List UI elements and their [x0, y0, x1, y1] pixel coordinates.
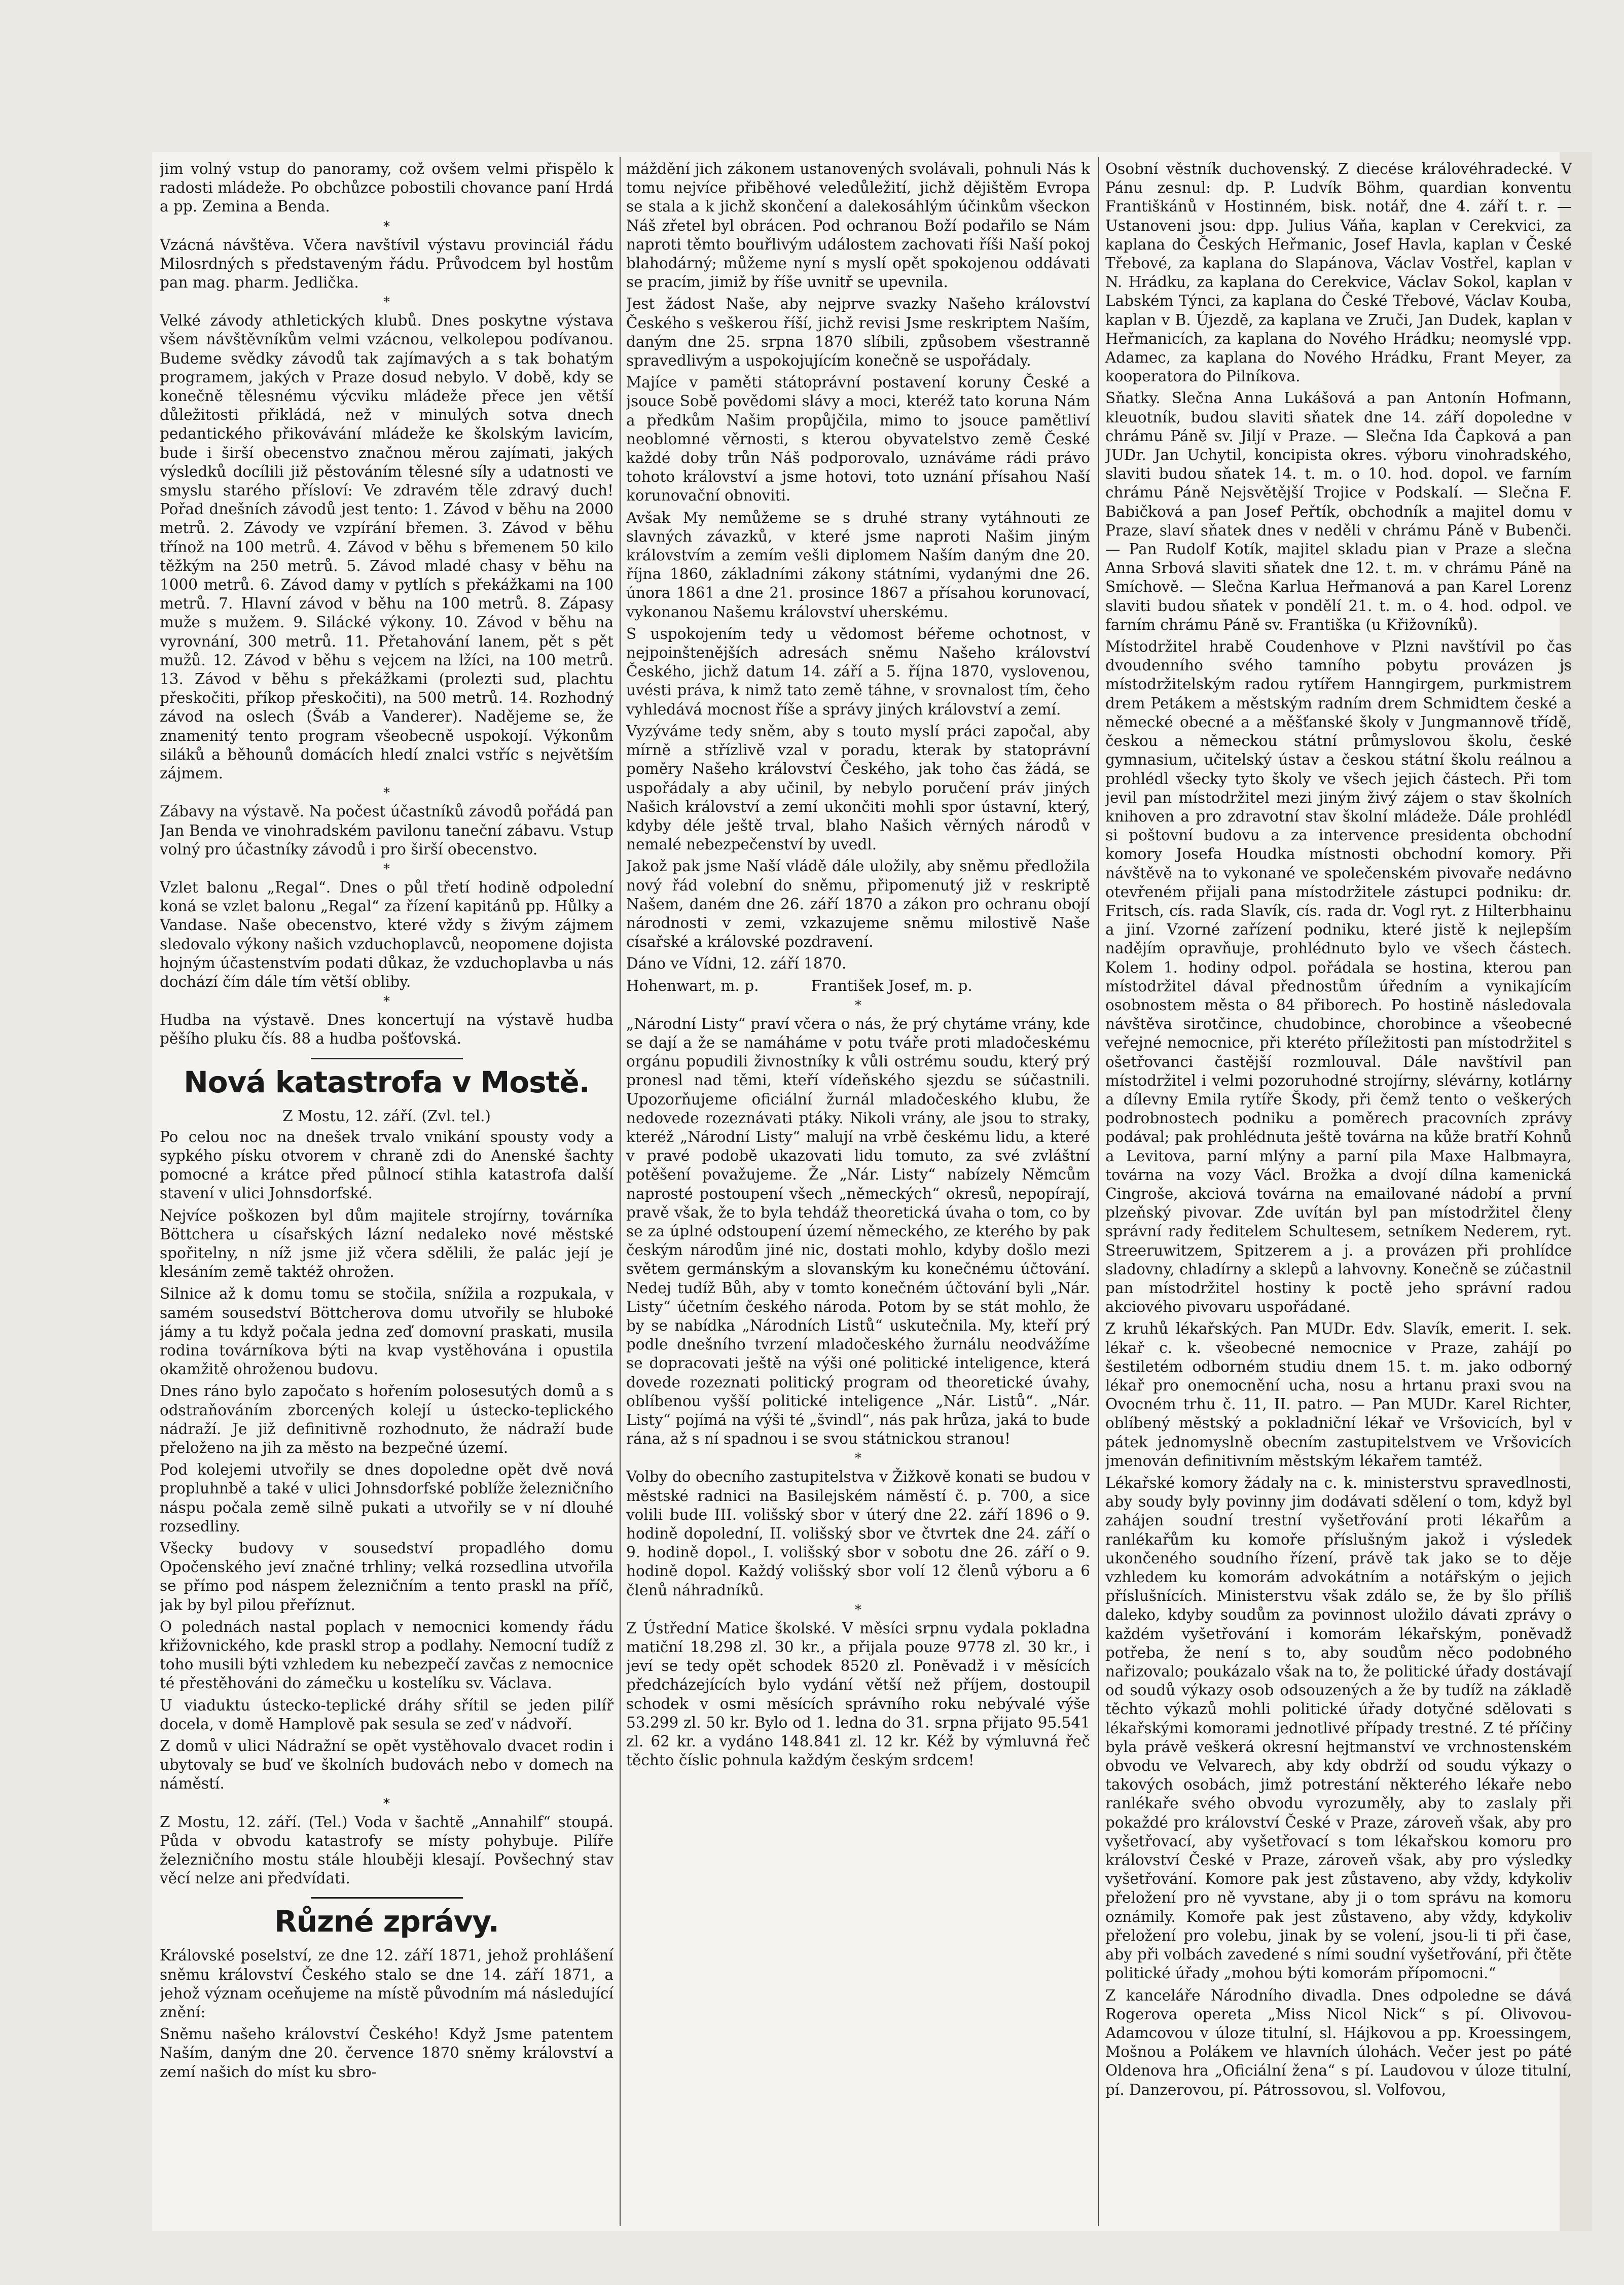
column-right: [1105, 160, 1572, 2224]
paragraph: máždění jich zákonem ustanovených svolávali, pohnuli Nás k tomu nejvíce přiběhové veledůležití, jichž dějištěm Evropa se stala a k jichž skončení a dalekosáhlým účinkům všeckon Náš zřetel byl obrácen. Pod ochranou Boží podařilo se Nám naproti těmto bouřlivým událostem zachovati říši Naší pokoj blahodárný; můžeme nyní s myslí opět spokojenou oddávati se pracím, jimiž by říše uvnitř se upevnila.: [626, 160, 1090, 291]
paragraph: Všecky budovy v sousedství propadlého domu Opočenského jeví značné trhliny; velká rozsedlina utvořila se přímo pod náspem železničním a tento praskl na příč, jak by byl pilou přeříznut.: [160, 1540, 613, 1614]
paragraph: Silnice až k domu tomu se stočila, snížila a rozpukala, v samém sousedství Böttcherova domu utvořily se hluboké jámy a tu když počala jedna zeď domovní praskati, musila rodina továrníkova býti na kvap vystěhována i opustila okamžitě ohroženou budovu.: [160, 1285, 613, 1378]
paragraph: Z kanceláře Národního divadla. Dnes odpoledne se dává Rogerova opereta „Miss Nicol Nick“ s pí. Olivovou-Adamcovou v úloze titulní, sl. Hájkovou a pp. Kroessingem, Mošnou a Polákem ve hlavních úlohách. Večer jest po páté Oldenova hra „Oficiální žena“ s pí. Laudovou v úloze titulní, pí. Danzerovou, pí. Pátrossovou, sl. Volfovou,: [1105, 1986, 1572, 2098]
paragraph: Vyzýváme tedy sněm, aby s touto myslí práci započal, aby mírně a střízlivě vzal v poradu, kterak by statoprávní poměry Našeho království Českého, jak toho čas žádá, se uspořádaly a aby učinil, by nebylo poručení práv jiných Našich království a zemí ukončiti mohli spor ústavní, který, kdyby déle ještě trval, blaho Našich věrných národů v nemalé nebezpečenství by uvedl.: [626, 722, 1090, 853]
paragraph: U viaduktu ústecko-teplické dráhy sřítil se jeden pilíř docela, v domě Hamplově pak sesula se zeď v nádvoří.: [160, 1696, 613, 1733]
newspaper-page: [152, 152, 1592, 2231]
paragraph: Z domů v ulici Nádražní se opět vystěhovalo dvacet rodin i ubytovaly se buď ve školních budovách nebo v domech na náměstí.: [160, 1737, 613, 1793]
dateline: Z Mostu, 12. září. (Zvl. tel.): [282, 1107, 491, 1125]
paragraph: Lékařské komory žádaly na c. k. ministerstvu spravedlnosti, aby soudy byly povinny jim dodávati sdělení o tom, když byl zahájen soudní trestní vyšetřování proti lékařům a ranlékařům ku komoře příslušným jakož i výsledek ukončeného soudního řízení, právě tak jako se to děje vzhledem ku komorám advokátním a notářským o jejich příslušnících. Ministerstvu však zdálo se, že by šlo příliš daleko, kdyby soudům za povinnost uložilo dávati zprávy o každém vyšetřování i komorám lékařským, poněvadž potřeba, že není s to, aby soudům něco podobného nařizovalo; poukázalo však na to, že politické úřady dostávají od soudů výkazy osob odsouzených a že by tudíž na základě těchto výkazů mohli politické úřady dotyčné sdělovati s lékařskými komorami jednotlivé případy trestné. Z té příčiny byla právě veškerá okresní hejtmanství ve vrchnostenském obvodu ve Velvarech, aby kdy obdrží od soudu výkazy o takových osobách, jimž potrestání některého lékaře nebo ranlékaře svého obvodu vyrozuměly, aby to zaslaly při pokaždé pro království České v Praze, zároveň však, aby pro vyšetřovací, aby vyšetřovací s tom lékařskou komoru pro království České v Praze, zároveň však, aby pro výsledky vyšetřování. Komore pak jest zůstaveno, aby vždy, kdykoliv přeložení pro ně vyvstane, aby ji o tom správu na komoru oznámily. Komoře pak jest zůstaveno, aby vždy, kdykoliv přeložení pro volebu, jinak by se volení, jsou-li ti při čase, aby při volbách zavedené s ními soudní vyšetřování, při čtěte politické úřady „mohou býti komorám přípomocni.“: [1105, 1474, 1572, 1982]
headline: Nová katastrofa v Mostě.: [184, 1064, 590, 1099]
paragraph: Dáno ve Vídni, 12. září 1870.: [626, 955, 847, 973]
separator-star: *: [383, 786, 390, 801]
section-divider: [311, 1897, 463, 1899]
separator-star: *: [383, 1796, 390, 1811]
paragraph: S uspokojením tedy u vědomost béřeme ochotnost, v nejpoinštenějších adresách sněmu Našeho království Českého, jichž datum 14. září a 5. října 1870, vyslovenou, uvésti práva, k nimž tato země táhne, v srovnalost tím, čeho vyhledává mocnost říše a správy jiných království a zemí.: [626, 625, 1090, 718]
paragraph: jim volný vstup do panoramy, což ovšem velmi přispělo k radosti mládeže. Po obchůzce pobostili chovance paní Hrdá a pp. Zemina a Benda.: [160, 160, 613, 216]
paragraph: Jakož pak jsme Naší vládě dále uložily, aby sněmu předložila nový řád volební do sněmu, připomenutý již v reskriptě Našem, daném dne 26. září 1870 a zákon pro ochranu obojí národnosti v zemi, vzkazujeme sněmu milostivě Naše císařské a královské pozdravení.: [626, 858, 1090, 951]
paragraph: Vzlet balonu „Regal“. Dnes o půl třetí hodině odpolední koná se vzlet balonu „Regal“ za řízení kapitánů pp. Hůlky a Vandase. Naše obecenstvo, které vždy s živým zájmem sledovalo výkony našich vzduchoplavců, neopomene dojista hojným účastenstvím podati důkaz, že vzduchoplavba u nás dochází čím dále tím větší obliby.: [160, 878, 613, 990]
paragraph: Z Ústřední Matice školské. V měsíci srpnu vydala pokladna matiční 18.298 zl. 30 kr., a přijala pouze 9778 zl. 30 kr., i jeví se tedy opět schodek 8520 zl. Poněvadž i v měsících předcházejících bylo vydání větší než příjem, dostoupil schodek v osmi měsících správního roku nebývalé výše 53.299 zl. 50 kr. Bylo od 1. ledna do 31. srpna přijato 95.541 zl. 62 kr. a vydáno 148.841 zl. 12 kr. Kéž by výmluvná řeč těchto číslic pohnula každým českým srdcem!: [626, 1619, 1090, 1769]
separator-star: *: [855, 997, 861, 1013]
column-rule: [1098, 157, 1099, 2226]
separator-star: *: [383, 994, 390, 1010]
paragraph: Královské poselství, ze dne 12. září 1871, jehož prohlášení sněmu království Českého stalo se dne 14. září 1871, a jehož význam oceňujeme na místě původním má následující znění:: [160, 1947, 613, 2021]
paragraph: Volby do obecního zastupitelstva v Žižkově konati se budou v městské radnici na Basilejském náměstí č. p. 700, a sice volili bude III. volišský sbor v úterý dne 22. září 1896 o 9. hodině dopolední, II. volišský sbor ve čtvrtek dne 24. září o 9. hodině dopol., I. volišský sbor v sobotu dne 26. září o 9. hodině dopol. Každý volišský sbor volí 12 členů výboru a 6 členů náhradníků.: [626, 1468, 1090, 1599]
paragraph: Jest žádost Naše, aby nejprve svazky Našeho království Českého s veškerou říší, jichž revisi Jsme reskriptem Naším, daným dne 25. srpna 1870 slíbili, způsobem všestranně spravedlivým a uspokojujícím konečně se uspořádaly.: [626, 295, 1090, 370]
paragraph: Vzácná návštěva. Včera navštívil výstavu provinciál řádu Milosrdných s představeným řádu. Průvodcem byl hostům pan mag. pharm. Jedlička.: [160, 236, 613, 292]
paragraph: Velké závody athletických klubů. Dnes poskytne výstava všem návštěvníkům velmi vzácnou, velkolepou podívanou. Budeme svědky závodů tak zajímavých a s tak bohatým programem, jakých v Praze dosud nebylo. V době, kdy se konečně tělesnému výcviku mládeže přece jen větší důležitosti přikládá, než v minulých sotva dnech pedantického přikovávání mládeže ke školským lavicím, bude i širší obecenstvo značnou měrou zajímati, jakých výsledků docílili již pěstováním tělesné síly a udatnosti ve smyslu starého přísloví: Ve zdravém těle zdravý duch! Pořad dnešních závodů jest tento: 1. Závod v běhu na 2000 metrů. 2. Závody ve vzpírání břemen. 3. Závod v běhu třínož na 100 metrů. 4. Závod v běhu s břemenem 50 kilo těžkým na 250 metrů. 5. Závod mladé chasy v běhu na 1000 metrů. 6. Závod damy v pytlích s překážkami na 100 metrů. 7. Hlavní závod v běhu na 100 metrů. 8. Zápasy muže s mužem. 9. Silácké výkony. 10. Závod v běhu na vyrovnání, 300 metrů. 11. Přetahování lanem, pět s pět mužů. 12. Závod v běhu s vejcem na lžíci, na 100 metrů. 13. Závod v běhu s překážkami (prolezti sud, plachtu přeskočiti, příkop přeskočiti), na 500 metrů. 14. Rozhodný závod na oslech (Šváb a Vanderer). Nadějeme se, že znamenitý tento program všeobecně uspokojí. Výkonům siláků a běhounů domácích hledí znalci vstříc s největším zájmem.: [160, 312, 613, 782]
separator-star: *: [855, 1451, 861, 1467]
paragraph: O polednách nastal poplach v nemocnici komendy řádu křižovnického, kde praskl strop a podlahy. Nemocní tudíž z toho musili býti vzhledem ku nebezpečí zavčas z nemocnice té přestěhováni do zámečku u kostelíku sv. Václava.: [160, 1618, 613, 1692]
paragraph: Osobní věstník duchovenský. Z diecése královéhradecké. V Pánu zesnul: dp. P. Ludvík Böhm, quardian konventu Františkánů v Hostinném, bisk. notář, dne 4. září t. r. — Ustanoveni jsou: dpp. Julius Váňa, kaplan v Cerekvici, za kaplana do Českých Heřmanic, Josef Havla, kaplan v České Třebové, za kaplana do Slapánova, Václav Vostřel, kaplan v N. Hrádku, za kaplana do Cerekvice, Václav Sokol, kaplan v Labském Týnci, za kaplana do České Třebové, Václav Kouba, kaplan v B. Újezdě, za kaplana ve Zruči, Jan Dudek, kaplan v Heřmanicích, za kaplana do Nového Hrádku; neomyslé vpp. Adamec, za kaplana do Nového Hrádku, Frant Meyer, za kooperatora do Pilníkova.: [1105, 160, 1572, 385]
paragraph: Hudba na výstavě. Dnes koncertují na výstavě hudba pěšího pluku čís. 88 a hudba pošťovská.: [160, 1011, 613, 1048]
paragraph: Z kruhů lékařských. Pan MUDr. Edv. Slavík, emerit. I. sek. lékař c. k. všeobecné nemocnice v Praze, zahájí po šestiletém odborném studiu dnem 15. t. m. jako odborný lékař pro onemocnění ucha, nosu a hrtanu praxi svou na Ovocném trhu č. 11, II. patro. — Pan MUDr. Karel Richter, oblíbený městský a pokladniční lékař ve Vršovicích, byl v pátek jednomyslně obecním zastupitelstvem ve Vršovicích jmenován definitivním městským lékařem tamtéž.: [1105, 1320, 1572, 1470]
column-left: [160, 160, 613, 2224]
separator-star: *: [855, 1602, 861, 1618]
paragraph: Nejvíce poškozen byl dům majitele strojírny, továrníka Böttchera u císařských lázní nedaleko nové městské spořitelny, n níž jsme již včera sdělili, že palác její je klesáním země taktéž ohrožen.: [160, 1206, 613, 1281]
paragraph: Z Mostu, 12. září. (Tel.) Voda v šachtě „Annahilf“ stoupá. Půda v obvodu katastrofy se místy pohybuje. Pilíře železničního mostu stále hlouběji klesají. Povšechný stav věcí nelze ani předvídati.: [160, 1813, 613, 1887]
section-divider: [311, 1058, 463, 1059]
paragraph: Po celou noc na dnešek trvalo vnikání spousty vody a sypkého písku otvorem v chraně zdi do Anenské šachty pomocné a krátce před půlnocí stihla katastrofa další stavení v ulici Johnsdorfské.: [160, 1128, 613, 1202]
separator-star: *: [383, 295, 390, 310]
paragraph: Avšak My nemůžeme se s druhé strany vytáhnouti ze slavných závazků, v které jsme naproti Našim jiným královstvím a zemím vešli diplomem Naším daným dne 20. října 1860, základními zákony státními, vydanými dne 26. února 1861 a dne 21. prosince 1867 a přísahou korunovací, vykonanou Našemu království uherskému.: [626, 509, 1090, 621]
paragraph: Dnes ráno bylo započato s hořením polosesutých domů a s odstraňováním zborcených kolejí u ústecko-teplického nádraží. Je již definitivně rozhodnuto, že nádraží bude přeloženo na jih za město na bezpečné území.: [160, 1382, 613, 1456]
separator-star: *: [383, 219, 390, 234]
paragraph: Sněmu našeho království Českého! Když Jsme patentem Naším, daným dne 20. července 1870 sněmy království a zemí našich do míst ku sbro-: [160, 2025, 613, 2081]
paragraph: „Národní Listy“ praví včera o nás, že prý chytáme vrány, kde se dají a že se namáháme v potu tváře proti mladočeskému orgánu popudili živnostníky k vůli ostrému soudu, který prý pronesl nad těmi, kteří vídeňského sjezdu se súčastnili. Upozorňujeme oficiální žurnál mladočeského klubu, že nedovede rozeznávati ptáky. Nikoli vrány, ale jsou to straky, kteréž „Národní Listy“ malují na vrbě českému lidu, a které v pravé podobě ukazovati lidu tomuto, za své zvláštní potěšení považujeme. Že „Nár. Listy“ nabízely Němcům naprosté postoupení všech „německých“ okresů, nepopírají, pravě však, že to byla tehdáž theoretická úvaha o tom, co by se za úplné odstoupení území německého, ze kterého by pak českým národům jiné nic, dostati mohlo, kdyby došlo mezi světem germánským a slovanským ku konečnému účtování. Nedej tudíž Bůh, aby v tomto konečném účtování byli „Nár. Listy“ účetním českého národa. Potom by se stát mohlo, že by se nabídka „Národních Listů“ uskutečnila. My, kteří prý podle dnešního tvrzení mladočeského žurnálu neodvážíme se dopracovati ještě na výši oné politické inteligence, která dovede rozeznati politický program od theoretické úvahy, oblíbenou vyšší politické inteligence „Nár. Listů“. „Nár. Listy“ pojímá na výši té „švindl“, nás pak hrůza, jaká to bude rána, až s ní spadnou i se svou státnickou stranou!: [626, 1015, 1090, 1448]
signatures: Hohenwart, m. p. František Josef, m. p.: [626, 977, 972, 994]
headline: Různé zprávy.: [274, 1904, 499, 1939]
column-rule: [620, 157, 621, 2226]
paragraph: Majíce v paměti státoprávní postavení koruny České a jsouce Sobě povědomi slávy a moci, kteréž tato koruna Nám a předkům Našim propůjčila, mimo to jsouce pamětliví neoblomné věrnosti, s kterou obyvatelstvo země České každé doby trůn Náš podporovalo, uznáváme rádi právo tohoto království a jsme hotovi, toto uznání přísahou Naší korunovační obnoviti.: [626, 374, 1090, 505]
paragraph: Sňatky. Slečna Anna Lukášová a pan Antonín Hofmann, kleuotník, budou slaviti sňatek dne 14. září dopoledne v chrámu Páně sv. Jiljí v Praze. — Slečna Ida Čapková a pan JUDr. Jan Uchytil, koncipista okres. výboru vinohradského, slaviti budou sňatek 14. t. m. o 10. hod. dopol. ve farním chrámu Páně Nejsvětější Trojice v Podskalí. — Slečna F. Babičková a pan Josef Peřtík, obchodník a majitel domu v Praze, slaví sňatek dnes v neděli v chrámu Páně v Bubenči. — Pan Rudolf Kotík, majitel skladu pian v Praze a slečna Anna Srbová slaviti sňatek dne 12. t. m. v chrámu Páně na Smíchově. — Slečna Karlua Heřmanová a pan Karel Lorenz slaviti budou sňatek v pondělí 21. t. m. o 4. hod. odpol. ve farním chrámu Páně sv. Františka (u Křižovníků).: [1105, 389, 1572, 633]
paragraph: Místodržitel hrabě Coudenhove v Plzni navštívil po čas dvoudenního svého tamního pobytu provázen js místodržitelským radou rytířem Hanngirgem, purkmistrem drem Petákem a městským radním drem Schmidtem české a německé obecné a a měšťanské školy v Jungmannově třídě, českou a německou státní průmyslovou školu, české gymnasium, učitelský ústav a českou státní školu reálnou a prohlédl všecky tyto školy ve všech jejich částech. Při tom jevil pan místodržitel mezi jiným živý zájem o stav školních knihoven a pro zdravotní stav školní mládeže. Dále prohlédl si poštovní budovu a za intervence presidenta obchodní komory Josefa Houdka místnosti obchodní komory. Při návštěvě na to vykonané ve společenském pivovaře nedávno otevřeném přijali pana místodržitele zástupci podniku: dr. Fritsch, cís. rada Slavík, cís. rada dr. Vogl ryt. z Hilterbhainu a jiní. Vzorné zařízení podniku, které jistě k nejlepším nadějím opravňuje, prohlédnuto bylo ve všech částech. Kolem 1. hodiny odpol. pořádala se hostina, kterou pan místodržitel dával přednostům úředním a vynikajícím osobnostem města o 84 přiborech. Po hostině následovala návštěva sirotčince, chudobince, chorobince a všeobecné veřejné nemocnice, při kteréto příležitosti pan místodržitel s ošetřovanci častější rozmlouval. Dále navštívil pan místodržitel i velmi pozoruhodné strojírny, slévárny, kotlárny a dílevny Emila rytíře Škody, při čemž tento o veškerých podrobnostech podniku a poměrech pracovních zprávy podával; pak prohlédnuta ještě továrna na kůže bratří Kohnů a Levitova, parní mlýny a parní pila Maxe Halbmayra, továrna na vozy Václ. Brožka a dvojí dílna kamenická Cingroše, akciová továrna na emailované nádobí a první plzeňský pivovar. Zde uvítán byl pan místodržitel členy správní rady ředitelem Schultesem, setníkem Nederem, ryt. Streeruwitzem, Spitzerem a j. a provázen při prohlídce sladovny, chladírny a sklepů a lahvovny. Konečně se zúčastnil pan místodržitel hostiny k poctě jeho správní radou akciového pivovaru uspořádané.: [1105, 638, 1572, 1316]
paragraph: Pod kolejemi utvořily se dnes dopoledne opět dvě nová propluhnbě a také v ulici Johnsdorfské poblíže železničního náspu počala země silně pukati a utvořily se v ní dlouhé rozsedliny.: [160, 1461, 613, 1535]
paragraph: Zábavy na výstavě. Na počest účastníků závodů pořádá pan Jan Benda ve vinohradském pavilonu taneční zábavu. Vstup volný pro účastníky závodů i pro širší obecenstvo.: [160, 803, 613, 858]
separator-star: *: [383, 861, 390, 877]
column-middle: [626, 160, 1090, 2224]
